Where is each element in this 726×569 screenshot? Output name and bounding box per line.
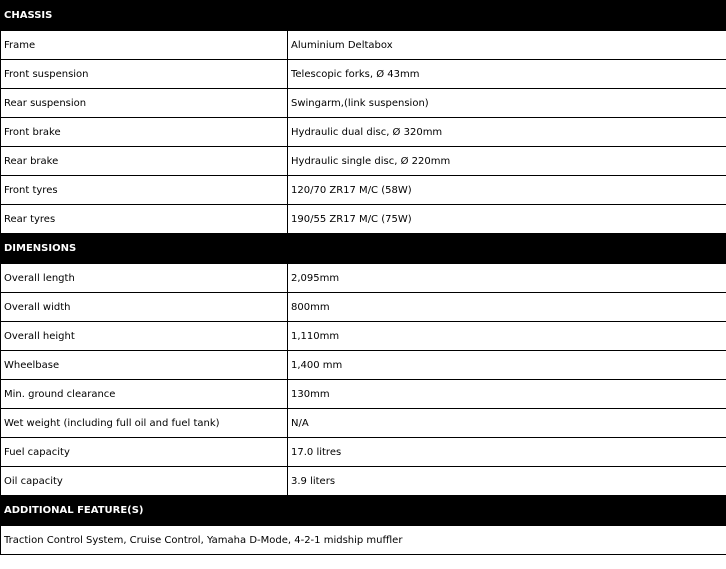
table-row: [1, 89, 726, 118]
row-value: N/A: [288, 409, 726, 438]
row-value: 1,400 mm: [288, 351, 726, 380]
section-header-dimensions: [1, 234, 726, 264]
row-value: Telescopic forks, Ø 43mm: [288, 60, 726, 89]
row-value: 3.9 liters: [288, 467, 726, 496]
table-row: [1, 118, 726, 147]
row-label: Oil capacity: [1, 467, 288, 496]
row-label: Frame: [1, 31, 288, 60]
table-row: [1, 264, 726, 293]
table-row: [1, 205, 726, 234]
row-value: 2,095mm: [288, 264, 726, 293]
row-label: Wheelbase: [1, 351, 288, 380]
row-label: Front brake: [1, 118, 288, 147]
table-row: [1, 526, 726, 555]
table-row: [1, 380, 726, 409]
table-row: [1, 293, 726, 322]
row-value: 1,110mm: [288, 322, 726, 351]
row-label: Front suspension: [1, 60, 288, 89]
row-label: Rear tyres: [1, 205, 288, 234]
row-label: Min. ground clearance: [1, 380, 288, 409]
table-row: [1, 438, 726, 467]
row-label: Wet weight (including full oil and fuel tank): [1, 409, 288, 438]
table-row: [1, 147, 726, 176]
table-row: [1, 176, 726, 205]
table-row: [1, 322, 726, 351]
table-row: [1, 351, 726, 380]
row-label: Overall length: [1, 264, 288, 293]
row-value: 120/70 ZR17 M/C (58W): [288, 176, 726, 205]
row-value: 130mm: [288, 380, 726, 409]
row-label: Overall height: [1, 322, 288, 351]
section-title: DIMENSIONS: [1, 234, 726, 264]
table-row: [1, 31, 726, 60]
table-row: [1, 409, 726, 438]
row-value: 800mm: [288, 293, 726, 322]
table-row: [1, 467, 726, 496]
additional-features-text: Traction Control System, Cruise Control, Yamaha D-Mode, 4-2-1 midship muffler: [1, 526, 726, 555]
section-header-chassis: [1, 1, 726, 31]
row-value: Hydraulic single disc, Ø 220mm: [288, 147, 726, 176]
row-label: Fuel capacity: [1, 438, 288, 467]
table-row: [1, 60, 726, 89]
row-value: 17.0 litres: [288, 438, 726, 467]
row-value: 190/55 ZR17 M/C (75W): [288, 205, 726, 234]
row-label: Rear suspension: [1, 89, 288, 118]
row-value: Aluminium Deltabox: [288, 31, 726, 60]
row-value: Hydraulic dual disc, Ø 320mm: [288, 118, 726, 147]
row-label: Rear brake: [1, 147, 288, 176]
row-label: Front tyres: [1, 176, 288, 205]
row-label: Overall width: [1, 293, 288, 322]
section-title: CHASSIS: [1, 1, 726, 31]
section-header-additional: [1, 496, 726, 526]
row-value: Swingarm,(link suspension): [288, 89, 726, 118]
section-title: ADDITIONAL FEATURE(S): [1, 496, 726, 526]
